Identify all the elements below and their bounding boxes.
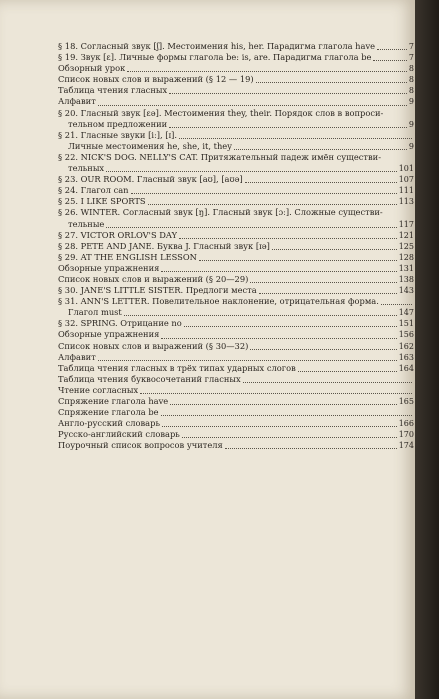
dot-leader	[161, 338, 396, 339]
dot-leader	[170, 404, 396, 405]
toc-entry-page: 9	[408, 141, 414, 151]
toc-entry-title: § 21. Гласные звуки [iː], [ɪ].	[58, 129, 178, 140]
toc-entry	[58, 352, 414, 363]
toc-entry	[58, 230, 414, 241]
toc-entry-page: 131	[398, 263, 414, 273]
dot-leader	[182, 437, 397, 438]
dot-leader	[272, 249, 397, 250]
toc-entry-title: Обзорные упражнения	[58, 262, 160, 273]
toc-entry	[58, 141, 414, 152]
toc-entry	[58, 385, 414, 396]
toc-entry-page: 138	[398, 274, 414, 284]
toc-entry	[58, 396, 414, 407]
toc-entry-title: Обзорный урок	[58, 63, 126, 74]
toc-entry-title: Таблица чтения гласных в трёх типах ударных слогов	[58, 362, 296, 373]
toc-entry-title: Поурочный список вопросов учителя	[58, 440, 223, 451]
toc-entry	[58, 252, 414, 263]
toc-entry-page: 9	[408, 97, 414, 107]
toc-entry	[58, 130, 414, 141]
dot-leader	[98, 360, 397, 361]
toc-entry	[58, 407, 414, 418]
toc-entry-title: тельном предложении	[68, 118, 168, 129]
toc-entry-title: Список новых слов и выражений (§ 20—29)	[58, 273, 249, 284]
book-spine	[415, 0, 439, 699]
toc-entry-title: Обзорные упражнения	[58, 329, 160, 340]
toc-entry-page: 147	[398, 308, 414, 318]
toc-entry-page: 128	[398, 252, 414, 262]
toc-entry	[58, 241, 414, 252]
toc-entry-page: 166	[398, 419, 414, 429]
dot-leader	[162, 426, 397, 427]
toc-entry-title: § 28. PETE AND JANE. Буква J. Гласный звук [ɪə]	[58, 240, 270, 251]
toc-entry-page: 101	[398, 164, 414, 174]
toc-entry-title: § 18. Согласный звук [ʃ]. Местоимения his, her. Парадигма глагола have	[58, 41, 376, 51]
toc-entry	[58, 285, 414, 296]
toc-entry	[58, 52, 414, 63]
toc-entry-title: § 23. OUR ROOM. Гласный звук [aʊ], [aʊə]	[58, 174, 243, 185]
dot-leader	[169, 127, 407, 128]
toc-entry	[58, 185, 414, 196]
toc-entry-page: 111	[398, 186, 414, 196]
toc-entry-page: 8	[408, 75, 414, 85]
toc-entry	[58, 85, 414, 96]
dot-leader	[256, 82, 407, 83]
dot-leader	[381, 304, 412, 305]
toc-entry-page: 7	[408, 42, 414, 51]
dot-leader	[179, 138, 412, 139]
toc-entry	[58, 418, 414, 429]
dot-leader	[199, 260, 397, 261]
dot-leader	[106, 227, 396, 228]
dot-leader	[140, 393, 412, 394]
toc-entry-page: 117	[398, 219, 414, 229]
toc-entry-title: Русско-английский словарь	[58, 429, 180, 440]
toc-entry	[58, 374, 414, 385]
toc-entry-page: 9	[408, 119, 414, 129]
toc-entry-title: Таблица чтения буквосочетаний гласных	[58, 373, 241, 384]
toc-entry-title: Англо-русский словарь	[58, 418, 160, 429]
toc-entry	[58, 63, 414, 74]
toc-entry-title: § 31. ANN'S LETTER. Повелительное наклонение, отрицательная форма.	[58, 296, 379, 307]
toc-entry-title: § 24. Глагол can	[58, 185, 129, 196]
toc-entry-page: 121	[398, 230, 414, 240]
dot-leader	[106, 171, 397, 172]
toc-entry-title: § 30. JANE'S LITTLE SISTER. Предлоги места	[58, 285, 257, 296]
toc-entry	[58, 307, 414, 318]
dot-leader	[259, 293, 397, 294]
dot-leader	[184, 326, 397, 327]
toc-entry-page: 164	[398, 363, 414, 373]
toc-entry-title: § 27. VICTOR ORLOV'S DAY	[58, 229, 178, 240]
toc-entry-title: Личные местоимения he, she, it, they	[68, 140, 232, 151]
toc-entry-title: § 22. NICK'S DOG. NELLY'S CAT. Притяжательный падеж имён существи-	[58, 151, 382, 162]
dot-leader	[250, 349, 396, 350]
toc-entry	[58, 363, 414, 374]
toc-entry-page: 113	[398, 197, 414, 207]
dot-leader	[98, 105, 407, 106]
toc-entry-title: Список новых слов и выражений (§ 30—32)	[58, 340, 249, 351]
toc-entry	[58, 74, 414, 85]
dot-leader	[161, 415, 412, 416]
toc-entry	[58, 174, 414, 185]
dot-leader	[131, 193, 397, 194]
toc-entry-title: § 29. AT THE ENGLISH LESSON	[58, 251, 197, 262]
toc-entry-page: 125	[398, 241, 414, 251]
toc-entry-title: § 32. SPRING. Отрицание no	[58, 318, 182, 329]
toc-entry-title: Список новых слов и выражений (§ 12 — 19)	[58, 74, 254, 85]
toc-entry	[58, 96, 414, 107]
toc-entry	[58, 219, 414, 230]
toc-entry-page: 156	[398, 330, 414, 340]
toc-entry-title: Спряжение глагола have	[58, 396, 169, 406]
toc-entry-title: тельных	[68, 163, 105, 174]
toc-entry	[58, 329, 414, 340]
dot-leader	[245, 182, 397, 183]
toc-entry	[58, 440, 414, 451]
toc-entry-page: 163	[398, 352, 414, 362]
toc-entry-title: тельные	[68, 218, 105, 229]
toc-entry	[58, 274, 414, 285]
toc-entry-title: Чтение согласных	[58, 384, 139, 395]
toc-entry-title: Алфавит	[58, 351, 96, 362]
toc-entry-page: 8	[408, 64, 414, 74]
toc-entry	[58, 296, 414, 307]
toc-entry	[58, 196, 414, 207]
toc-entry-page: 7	[408, 53, 414, 63]
dot-leader	[377, 49, 407, 50]
toc-entry-page: 8	[408, 86, 414, 96]
toc-entry	[58, 318, 414, 329]
toc-entry	[58, 152, 414, 163]
dot-leader	[225, 448, 397, 449]
toc-entry-title: Глагол must	[68, 307, 122, 318]
toc-entry	[58, 119, 414, 130]
toc-entry-title: Таблица чтения гласных	[58, 85, 168, 96]
dot-leader	[243, 382, 412, 383]
toc-entry-title: § 26. WINTER. Согласный звук [ŋ]. Гласный звук [ɔː]. Сложные существи-	[58, 207, 383, 218]
toc-entry-page: 107	[398, 175, 414, 185]
toc-entry-page: 151	[398, 319, 414, 329]
toc-entry-page: 162	[398, 341, 414, 351]
toc-entry	[58, 341, 414, 352]
dot-leader	[124, 315, 397, 316]
toc-entry	[58, 108, 414, 119]
toc-entry-page: 143	[398, 286, 414, 296]
dot-leader	[373, 60, 406, 61]
toc-entry	[58, 429, 414, 440]
dot-leader	[148, 204, 397, 205]
toc-entry-page: 174	[398, 441, 414, 451]
dot-leader	[298, 371, 397, 372]
dot-leader	[161, 271, 396, 272]
toc-entry	[58, 207, 414, 218]
toc-entry-title: § 20. Гласный звук [εə]. Местоимения they, their. Порядок слов в вопроси-	[58, 107, 384, 118]
toc-entry-title: Спряжение глагола be	[58, 407, 159, 418]
toc-entry-title: Алфавит	[58, 96, 96, 107]
table-of-contents	[58, 41, 414, 451]
toc-entry-title: § 25. I LIKE SPORTS	[58, 196, 146, 207]
dot-leader	[179, 238, 397, 239]
toc-entry-title: § 19. Звук [ɛ]. Личные формы глагола be: is, are. Парадигма глагола be	[58, 52, 372, 63]
toc-entry	[58, 163, 414, 174]
toc-entry-page: 170	[398, 430, 414, 440]
dot-leader	[127, 71, 407, 72]
toc-entry-page: 165	[398, 397, 414, 406]
toc-entry	[58, 41, 414, 52]
dot-leader	[169, 93, 407, 94]
dot-leader	[250, 282, 396, 283]
dot-leader	[234, 149, 407, 150]
toc-entry	[58, 263, 414, 274]
